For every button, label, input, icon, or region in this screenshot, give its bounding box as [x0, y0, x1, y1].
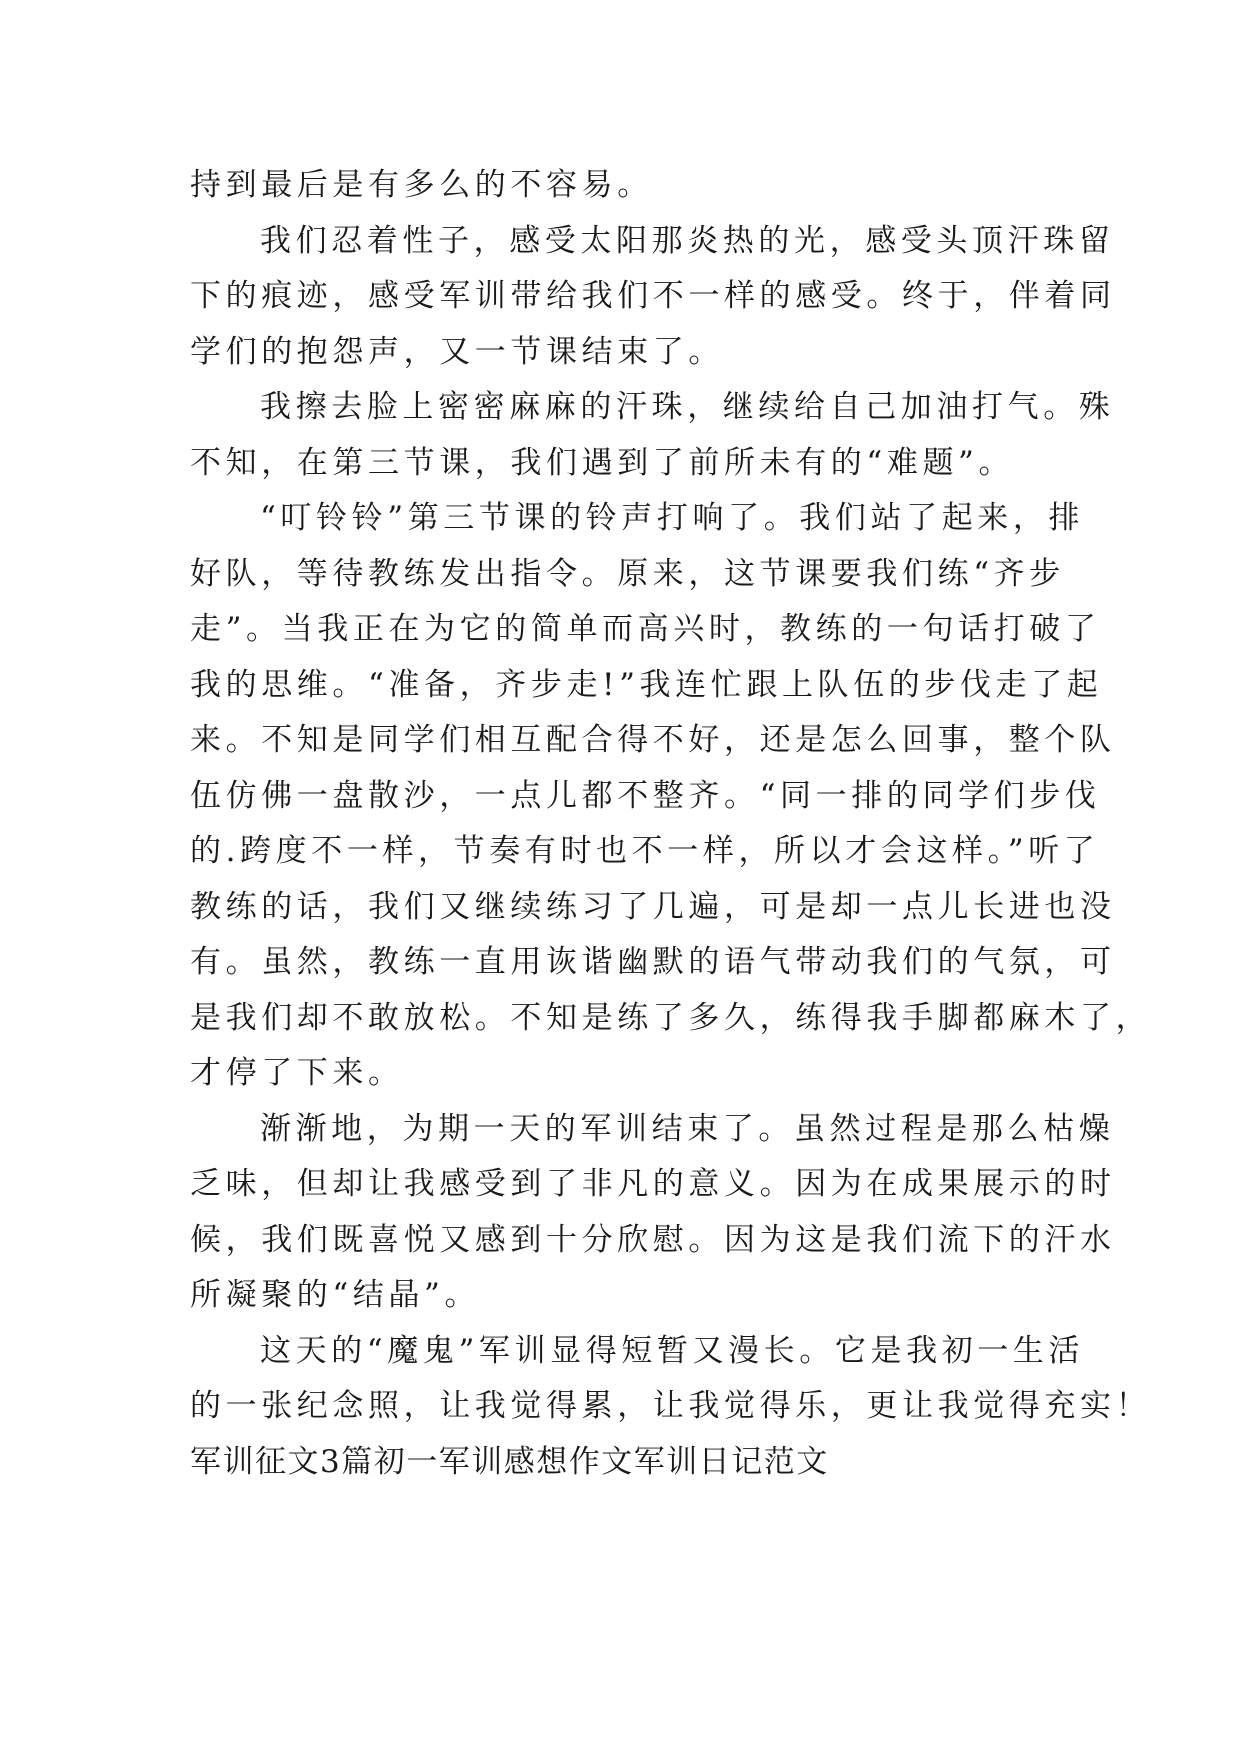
text-line: 是我们却不敢放松。不知是练了多久，练得我手脚都麻木了，	[190, 999, 1152, 1036]
text-line: 不知，在第三节课，我们遇到了前所未有的“难题”。	[190, 444, 1015, 481]
text-line: 我们忍着性子，感受太阳那炎热的光，感受头顶汗珠留	[260, 222, 1115, 259]
text-line: 的一张纪念照，让我觉得累，让我觉得乐，更让我觉得充实！	[190, 1388, 1152, 1424]
text-line: 这天的“魔鬼”军训显得短暂又漫长。它是我初一生活	[260, 1332, 1085, 1369]
text-line: 伍仿佛一盘散沙，一点儿都不整齐。“同一排的同学们步伐	[190, 777, 1101, 814]
text-line: 乏味，但却让我感受到了非凡的意义。因为在成果展示的时	[190, 1166, 1116, 1202]
text-line: 我擦去脸上密密麻麻的汗珠，继续给自己加油打气。殊	[260, 389, 1115, 425]
text-line: 候，我们既喜悦又感到十分欣慰。因为这是我们流下的汗水	[190, 1221, 1116, 1258]
text-line: 教练的话，我们又继续练习了几遍，可是却一点儿长进也没	[190, 888, 1116, 925]
text-line: 好队，等待教练发出指令。原来，这节课要我们练“齐步	[190, 555, 1065, 592]
text-line: 的.跨度不一样，节奏有时也不一样，所以才会这样。”听了	[190, 833, 1100, 869]
text-line: 有。虽然，教练一直用诙谐幽默的语气带动我们的气氛，可	[190, 944, 1116, 980]
text-line: 学们的抱怨声，又一节课结束了。	[190, 333, 724, 370]
text-line: 我的思维。“准备，齐步走!”我连忙跟上队伍的步伐走了起	[190, 666, 1103, 703]
text-line: 渐渐地，为期一天的军训结束了。虽然过程是那么枯燥	[260, 1110, 1115, 1147]
document-title-line: 军训征文3篇初一军训感想作文军训日记范文	[190, 1443, 829, 1480]
text-line: 走”。当我正在为它的简单而高兴时，教练的一句话打破了	[190, 611, 1101, 647]
text-line: 所凝聚的“结晶”。	[190, 1277, 481, 1313]
text-line: 下的痕迹，感受军训带给我们不一样的感受。终于，伴着同	[190, 278, 1116, 314]
text-line: 持到最后是有多么的不容易。	[190, 167, 653, 203]
text-line: 才停了下来。	[190, 1055, 404, 1091]
text-line: 来。不知是同学们相互配合得不好，还是怎么回事，整个队	[190, 722, 1116, 758]
body-text	[190, 158, 1152, 1490]
text-line: “叮铃铃”第三节课的铃声打响了。我们站了起来，排	[260, 500, 1085, 536]
